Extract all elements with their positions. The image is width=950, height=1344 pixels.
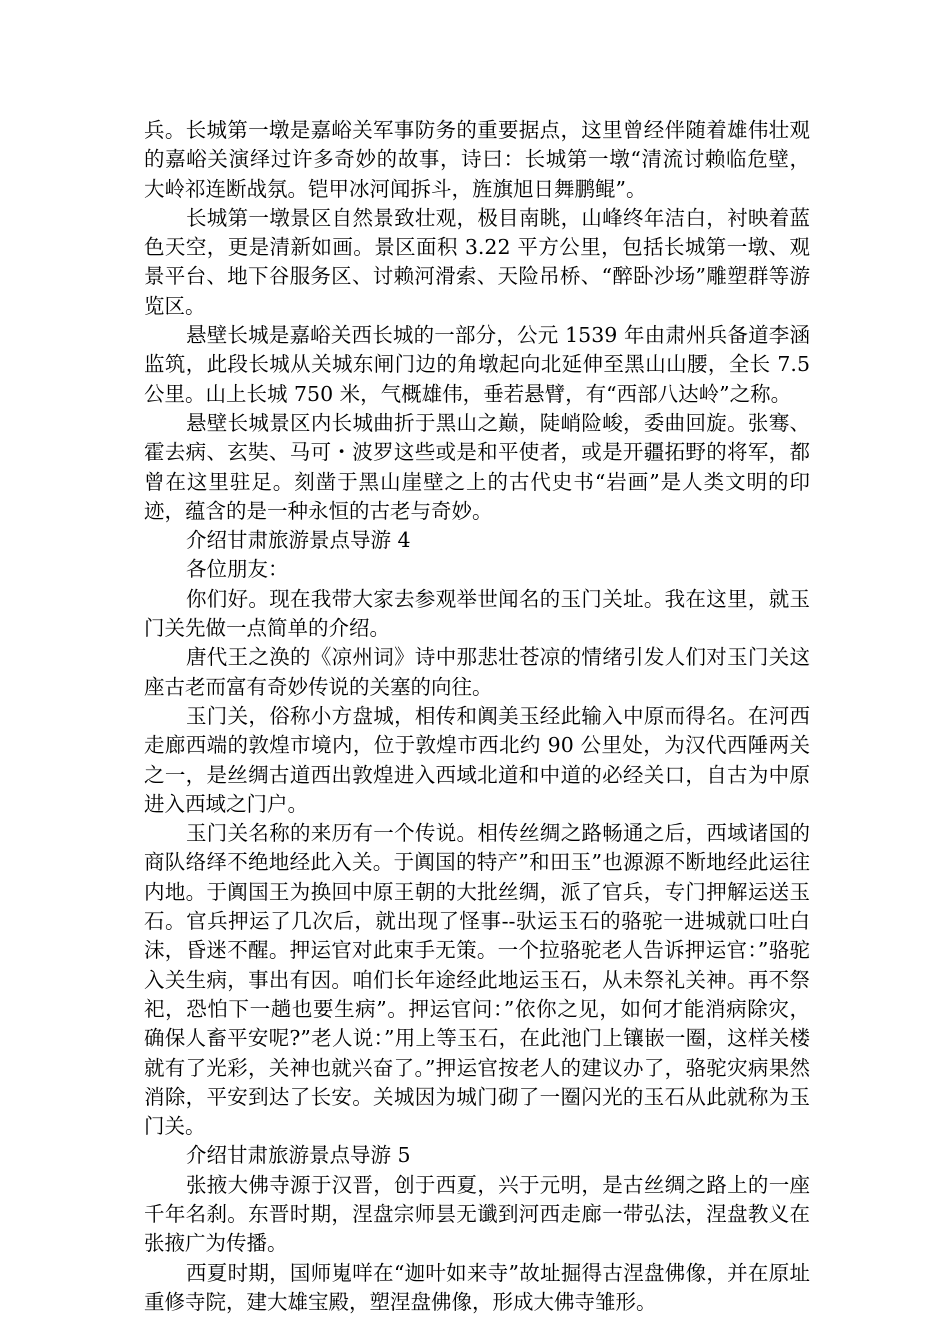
- paragraph-1: 兵。长城第一墩是嘉峪关军事防务的重要据点，这里曾经伴随着雄伟壮观的嘉峪关演绎过许多奇妙的故事，诗曰：长城第一墩“清流讨赖临危壁，大岭祁连断战氛。铠甲冰河闻拆斗，旌旗旭日舞鹏鲲”。: [144, 118, 810, 201]
- salutation: 各位朋友：: [186, 557, 289, 582]
- section-heading-4: 介绍甘肃旅游景点导游 4: [186, 528, 411, 553]
- paragraph-13: 西夏时期，国师嵬咩在“迦叶如来寺”故址掘得古涅盘佛像，并在原址重修寺院，建大雄宝殿，塑涅盘佛像，形成大佛寺雏形。: [144, 1260, 810, 1314]
- document-page: [144, 116, 810, 1317]
- paragraph-8: 唐代王之涣的《凉州词》诗中那悲壮苍凉的情绪引发人们对玉门关这座古老而富有奇妙传说的关塞的向往。: [144, 645, 810, 699]
- paragraph-3: 悬壁长城是嘉峪关西长城的一部分，公元 1539 年由肃州兵备道李涵监筑，此段长城从关城东闸门边的角墩起向北延伸至黑山山腰，全长 7.5 公里。山上长城 750 米，气概雄伟，垂若悬臂，有“西部八达岭”之称。: [144, 323, 810, 406]
- paragraph-2: 长城第一墩景区自然景致壮观，极目南眺，山峰终年洁白，衬映着蓝色天空，更是清新如画。景区面积 3.22 平方公里，包括长城第一墩、观景平台、地下谷服务区、讨赖河滑索、天险吊桥、“醉卧沙场”雕塑群等游览区。: [144, 205, 810, 318]
- paragraph-10: 玉门关名称的来历有一个传说。相传丝绸之路畅通之后，西域诸国的商队络绎不绝地经此入关。于阗国的特产”和田玉”也源源不断地经此运往内地。于阗国王为换回中原王朝的大批丝绸，派了官兵，专门押解运送玉石。官兵押运了几次后，就出现了怪事--驮运玉石的骆驼一进城就口吐白沫，昏迷不醒。押运官对此束手无策。一个拉骆驼老人告诉押运官：”骆驼入关生病，事出有因。咱们长年途经此地运玉石，从未祭礼关神。再不祭祀，恐怕下一趟也要生病”。押运官问：”依你之见，如何才能消病除灾，确保人畜平安呢?”老人说：”用上等玉石，在此池门上镶嵌一圈，这样关楼就有了光彩，关神也就兴奋了。”押运官按老人的建议办了，骆驼灾病果然消除，平安到达了长安。关城因为城门砌了一圈闪光的玉石从此就称为玉门关。: [144, 821, 810, 1139]
- section-heading-5: 介绍甘肃旅游景点导游 5: [186, 1143, 411, 1168]
- paragraph-4: 悬壁长城景区内长城曲折于黑山之巅，陡峭险峻，委曲回旋。张骞、霍去病、玄奘、马可・波罗这些或是和平使者，或是开疆拓野的将军，都曾在这里驻足。刻凿于黑山崖壁之上的古代史书“岩画”是人类文明的印迹，蕴含的是一种永恒的古老与奇妙。: [144, 410, 810, 523]
- paragraph-9: 玉门关，俗称小方盘城，相传和阗美玉经此输入中原而得名。在河西走廊西端的敦煌市境内，位于敦煌市西北约 90 公里处，为汉代西陲两关之一，是丝绸古道西出敦煌进入西域北道和中道的必经关口，自古为中原进入西域之门户。: [144, 703, 810, 816]
- paragraph-12: 张掖大佛寺源于汉晋，创于西夏，兴于元明，是古丝绸之路上的一座千年名刹。东晋时期，涅盘宗师昙无谶到河西走廊一带弘法，涅盘教义在张掖广为传播。: [144, 1172, 810, 1256]
- paragraph-7: 你们好。现在我带大家去参观举世闻名的玉门关址。我在这里，就玉门关先做一点简单的介绍。: [144, 586, 810, 641]
